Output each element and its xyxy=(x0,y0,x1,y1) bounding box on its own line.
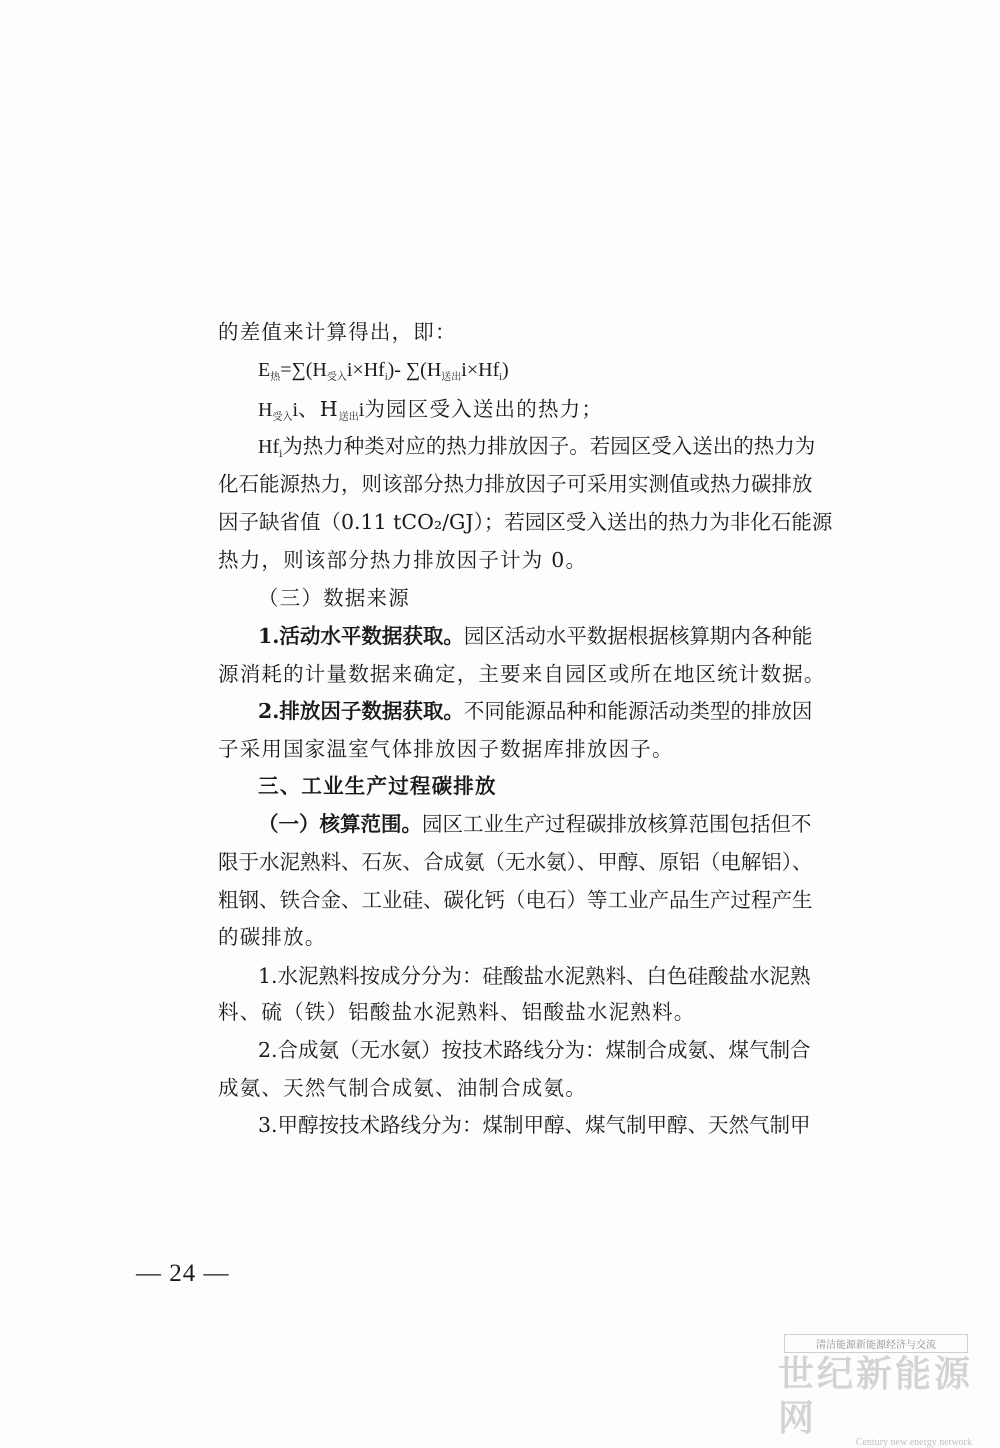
heat-emission-formula: $E_热=\sum(H_{受入}i\times Hf_i)-$ $\sum(H_{送出}i\times Hf_i)$ xyxy=(258,359,509,383)
paragraph-line: 料、硫（铁）铝酸盐水泥熟料、铝酸盐水泥熟料。 xyxy=(218,1000,696,1024)
paragraph-line: 1.活动水平数据获取。园区活动水平数据根据核算期内各种能 xyxy=(258,624,813,648)
page-number: — 24 — xyxy=(136,1260,230,1287)
watermark-tagline: 清洁能源新能源经济与交流 xyxy=(784,1334,968,1353)
watermark-subtitle: Century new energy network xyxy=(855,1437,972,1448)
paragraph-line: 化石能源热力，则该部分热力排放因子可采用实测值或热力碳排放 xyxy=(218,472,813,496)
section-heading: 三、工业生产过程碳排放 xyxy=(258,774,497,798)
paragraph-line: 3.甲醇按技术路线分为：煤制甲醇、煤气制甲醇、天然气制甲 xyxy=(258,1113,811,1137)
paragraph-line: 热力，则该部分热力排放因子计为 0。 xyxy=(218,548,588,572)
paragraph-line: 1.水泥熟料按成分分为：硅酸盐水泥熟料、白色硅酸盐水泥熟 xyxy=(258,964,811,988)
variable-definition: $H_{受入}i$、$H_{送出}i$为园区受入送出的热力； xyxy=(258,397,604,423)
paragraph-line: 成氨、天然气制合成氨、油制合成氨。 xyxy=(218,1076,587,1100)
paragraph-line: 子采用国家温室气体排放因子数据库排放因子。 xyxy=(218,737,674,761)
watermark xyxy=(778,1334,978,1448)
watermark-logo-text: 世纪新能源网 xyxy=(778,1354,974,1439)
paragraph-line: 源消耗的计量数据来确定，主要来自园区或所在地区统计数据。 xyxy=(218,662,826,686)
paragraph-line: （一）核算范围。园区工业生产过程碳排放核算范围包括但不 xyxy=(258,812,812,836)
paragraph-line: 粗钢、铁合金、工业硅、碳化钙（电石）等工业产品生产过程产生 xyxy=(218,888,813,912)
paragraph-line: 限于水泥熟料、石灰、合成氨（无水氨）、甲醇、原铝（电解铝）、 xyxy=(218,850,813,874)
paragraph-line: 因子缺省值（0.11 tCO₂/GJ）；若园区受入送出的热力为非化石能源 xyxy=(218,510,833,534)
paragraph-line: $Hf_i$为热力种类对应的热力排放因子。若园区受入送出的热力为 xyxy=(258,434,816,460)
paragraph-line: 2.合成氨（无水氨）按技术路线分为：煤制合成氨、煤气制合 xyxy=(258,1038,811,1062)
paragraph-line: 2.排放因子数据获取。不同能源品种和能源活动类型的排放因 xyxy=(258,699,813,723)
paragraph-line: 的差值来计算得出，即： xyxy=(218,320,457,344)
paragraph-line: 的碳排放。 xyxy=(218,925,327,949)
section-subheading: （三）数据来源 xyxy=(258,586,410,610)
